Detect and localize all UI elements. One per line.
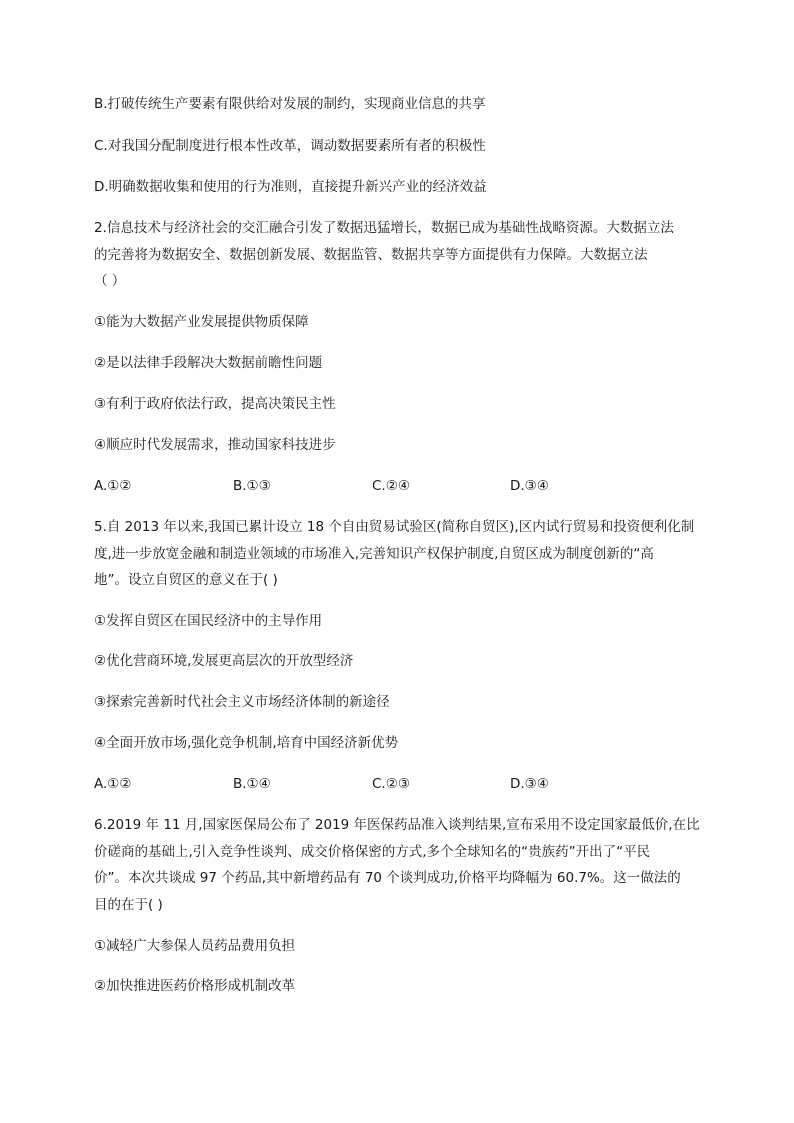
q6-statement-2: ②加快推进医药价格形成机制改革 — [94, 978, 296, 994]
prev-option-b: B.打破传统生产要素有限供给对发展的制约，实现商业信息的共享 — [94, 96, 486, 112]
q2-stem-line-3: （ ） — [94, 273, 126, 289]
prev-option-d: D.明确数据收集和使用的行为准则，直接提升新兴产业的经济效益 — [94, 179, 487, 195]
q2-statement-2: ②是以法律手段解决大数据前瞻性问题 — [94, 355, 323, 371]
prev-option-c: C.对我国分配制度进行根本性改革，调动数据要素所有者的积极性 — [94, 138, 486, 154]
q2-stem-line-2: 的完善将为数据安全、数据创新发展、数据监管、数据共享等方面提供有力保障。大数据立法 — [94, 247, 648, 263]
q2-statement-1: ①能为大数据产业发展提供物质保障 — [94, 314, 309, 330]
q2-choice-a: A.①② — [94, 478, 132, 494]
q2-statement-4: ④顺应时代发展需求，推动国家科技进步 — [94, 437, 336, 453]
q5-choice-c: C.②③ — [372, 776, 410, 792]
q2-choice-d: D.③④ — [510, 478, 549, 494]
q6-statement-1: ①减轻广大参保人员药品费用负担 — [94, 938, 296, 954]
q6-stem-line-4: 目的在于( ) — [94, 897, 163, 913]
q5-statement-1: ①发挥自贸区在国民经济中的主导作用 — [94, 613, 323, 629]
q5-statement-3: ③探索完善新时代社会主义市场经济体制的新途径 — [94, 694, 390, 710]
q2-choice-b: B.①③ — [233, 478, 271, 494]
q5-statement-2: ②优化营商环境,发展更高层次的开放型经济 — [94, 653, 354, 669]
q5-choice-d: D.③④ — [510, 776, 549, 792]
q5-stem-line-3: 地”。设立自贸区的意义在于( ) — [94, 572, 278, 588]
q5-stem-line-1: 5.自 2013 年以来,我国已累计设立 18 个自由贸易试验区(简称自贸区),区内试行贸易和投资便利化制 — [94, 519, 695, 535]
q5-statement-4: ④全面开放市场,强化竞争机制,培育中国经济新优势 — [94, 735, 399, 751]
q5-choice-a: A.①② — [94, 776, 132, 792]
q5-choice-b: B.①④ — [233, 776, 271, 792]
q2-stem-line-1: 2.信息技术与经济社会的交汇融合引发了数据迅猛增长，数据已成为基础性战略资源。大数据立法 — [94, 220, 674, 236]
q6-stem-line-3: 价”。本次共谈成 97 个药品,其中新增药品有 70 个谈判成功,价格平均降幅为 60.7%。这一做法的 — [94, 870, 681, 886]
q2-statement-3: ③有利于政府依法行政，提高决策民主性 — [94, 396, 336, 412]
q5-stem-line-2: 度,进一步放宽金融和制造业领域的市场准入,完善知识产权保护制度,自贸区成为制度创新的“高 — [94, 546, 654, 562]
q6-stem-line-1: 6.2019 年 11 月,国家医保局公布了 2019 年医保药品准入谈判结果,宣布采用不设定国家最低价,在比 — [94, 817, 700, 833]
q2-choice-c: C.②④ — [372, 478, 410, 494]
q6-stem-line-2: 价磋商的基础上,引入竞争性谈判、成交价格保密的方式,多个全球知名的“贵族药”开出了“平民 — [94, 844, 651, 860]
